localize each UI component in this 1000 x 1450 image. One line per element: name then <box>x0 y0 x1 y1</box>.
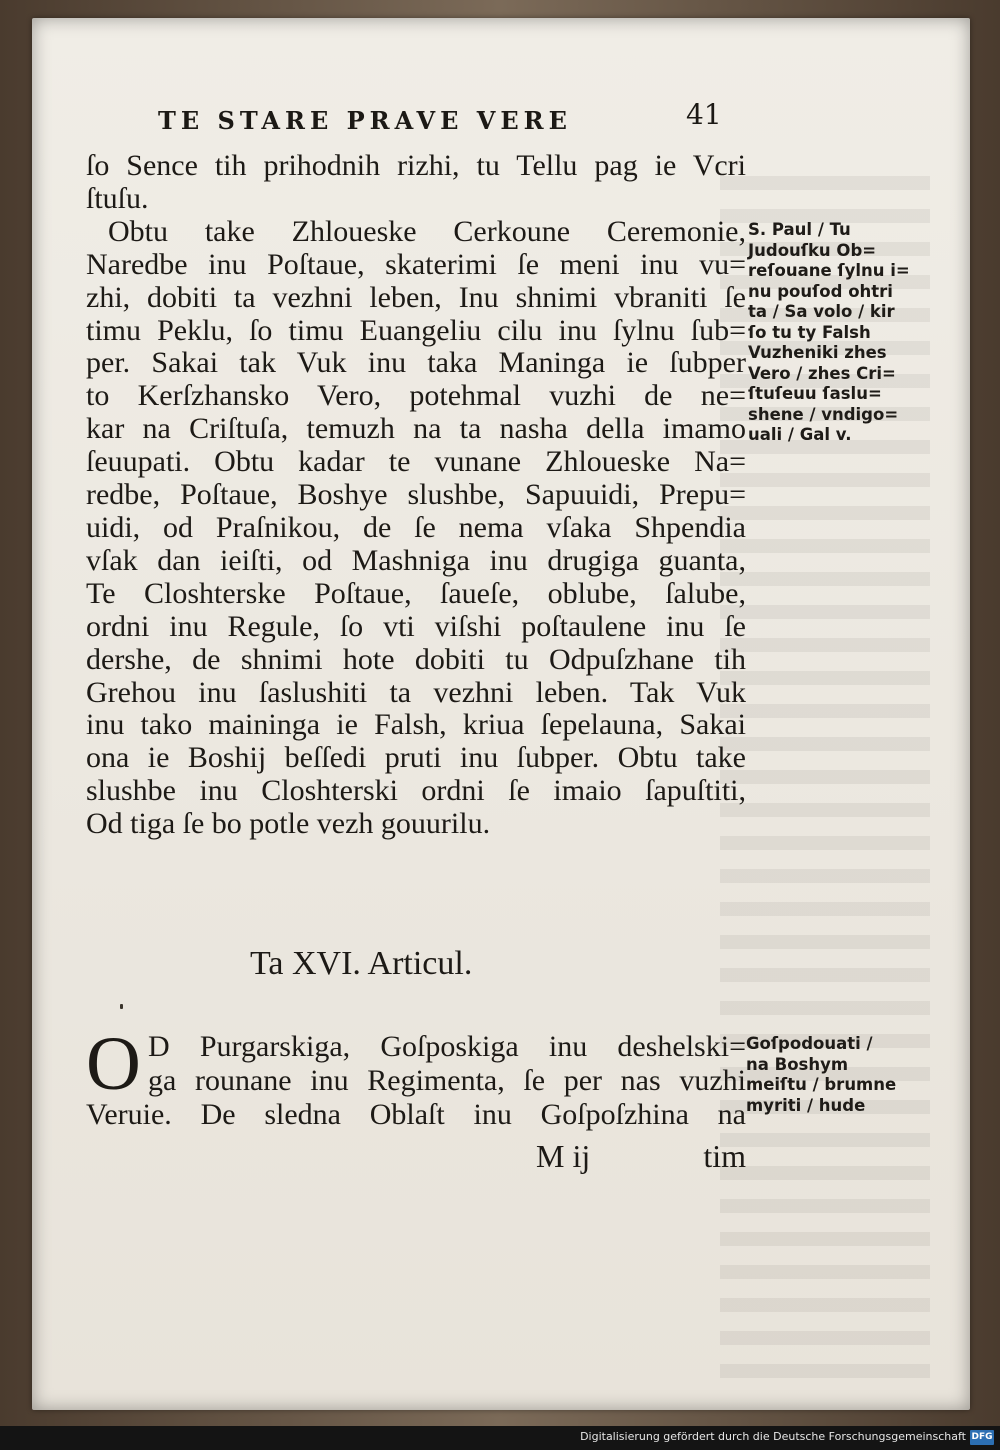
dfg-logo-icon: DFG <box>970 1430 994 1445</box>
text-line: slushbe inu Closhterski ordni ſe imaio ſapuſtiti, <box>86 774 746 808</box>
folio-number: 41 <box>686 98 722 131</box>
text-line: vſak dan ieiſti, od Mashniga inu drugiga guanta, <box>86 543 746 577</box>
marginal-line: S. Paul / Tu <box>748 220 851 239</box>
marginal-line: reſouane ſylnu i= <box>748 261 910 280</box>
text-line: timu Peklu, ſo timu Euangeliu cilu inu ſylnu ſub= <box>86 313 746 347</box>
marginal-line: meiſtu / brumne <box>746 1075 897 1094</box>
text-line: Te Closhterske Poſtaue, ſaueſe, oblube, ſalube, <box>86 576 746 610</box>
main-text-block <box>86 150 746 841</box>
signature-mark: M ij <box>536 1138 591 1174</box>
marginal-line: Vero / zhes Cri= <box>748 363 896 383</box>
marginal-line: myriti / hude <box>746 1095 866 1115</box>
marginal-line: nu pouſod ohtri <box>748 281 893 301</box>
text-line: per. Sakai tak Vuk inu taka Maninga ie ſubper <box>86 346 746 380</box>
marginal-line: ſtuſeuu ſaslu= <box>748 384 882 403</box>
marginal-note-2 <box>746 1034 896 1116</box>
text-line: Obtu take Zhloueske Cerkoune Ceremonie, <box>108 214 746 248</box>
text-line: ſtuſu. <box>86 181 149 215</box>
marginal-line: shene / vndigo= <box>748 404 899 424</box>
marginal-line: Judouſku Ob= <box>748 240 877 260</box>
marginal-line: uali / Gal v. <box>748 425 852 444</box>
marginal-line: Vuzheniki zhes <box>748 343 887 362</box>
text-line: ordni inu Regule, ſo vti viſshi poſtaulene inu ſe <box>86 609 746 643</box>
text-line: to Kerſzhansko Vero, potehmal vuzhi de ne= <box>86 379 746 413</box>
running-head: TE STARE PRAVE VERE <box>158 106 572 135</box>
footer-credit: Digitalisierung gefördert durch die Deutsche Forschungsgemeinschaft <box>580 1430 966 1443</box>
marginal-note-1 <box>748 220 910 446</box>
marginal-line: na Boshym <box>746 1054 849 1074</box>
text-line: Veruie. De sledna Oblaſt inu Goſpoſzhina na <box>86 1098 746 1131</box>
drop-cap: O <box>86 1022 141 1106</box>
footer-bar <box>0 1426 1000 1450</box>
text-line: Od tiga ſe bo potle vezh gouurilu. <box>86 807 491 841</box>
catchline <box>536 1138 746 1175</box>
text-line: zhi, dobiti ta vezhni leben, Inu shnimi vbraniti ſe <box>86 280 746 314</box>
text-line: ſeuupati. Obtu kadar te vunane Zhloueske Na= <box>86 445 746 479</box>
section-heading: Ta XVI. Articul. <box>250 945 473 982</box>
paper-speck <box>120 1004 123 1009</box>
text-line: uidi, od Praſnikou, de ſe nema vſaka Shpendia <box>86 510 746 544</box>
section-text-block <box>86 1022 746 1132</box>
text-line: dershe, de shnimi hote dobiti tu Odpuſzhane tih <box>86 642 746 676</box>
text-line: ſo Sence tih prihodnih rizhi, tu Tellu pag ie Vcri <box>86 149 746 182</box>
text-line: D Purgarskiga, Goſposkiga inu deshelski= <box>148 1030 746 1063</box>
text-line: ga rounane inu Regimenta, ſe per nas vuzhi <box>148 1064 746 1097</box>
marginal-line: Goſpodouati / <box>746 1034 873 1053</box>
text-line: Naredbe inu Poſtaue, skaterimi ſe meni inu vu= <box>86 247 746 281</box>
marginal-line: ſo tu ty Falsh <box>748 322 871 342</box>
text-line: ona ie Boshij beſſedi pruti inu ſubper. Obtu take <box>86 741 746 775</box>
text-line: inu tako maininga ie Falsh, kriua ſepelauna, Sakai <box>86 708 746 742</box>
marginal-line: ta / Sa volo / kir <box>748 302 895 321</box>
text-line: redbe, Poſtaue, Boshye slushbe, Sapuuidi, Prepu= <box>86 478 746 512</box>
text-line: Grehou inu ſaslushiti ta vezhni leben. Tak Vuk <box>86 675 746 709</box>
catchword: tim <box>703 1138 746 1174</box>
text-line: kar na Criſtuſa, temuzh na ta nasha della imamo <box>86 412 746 446</box>
